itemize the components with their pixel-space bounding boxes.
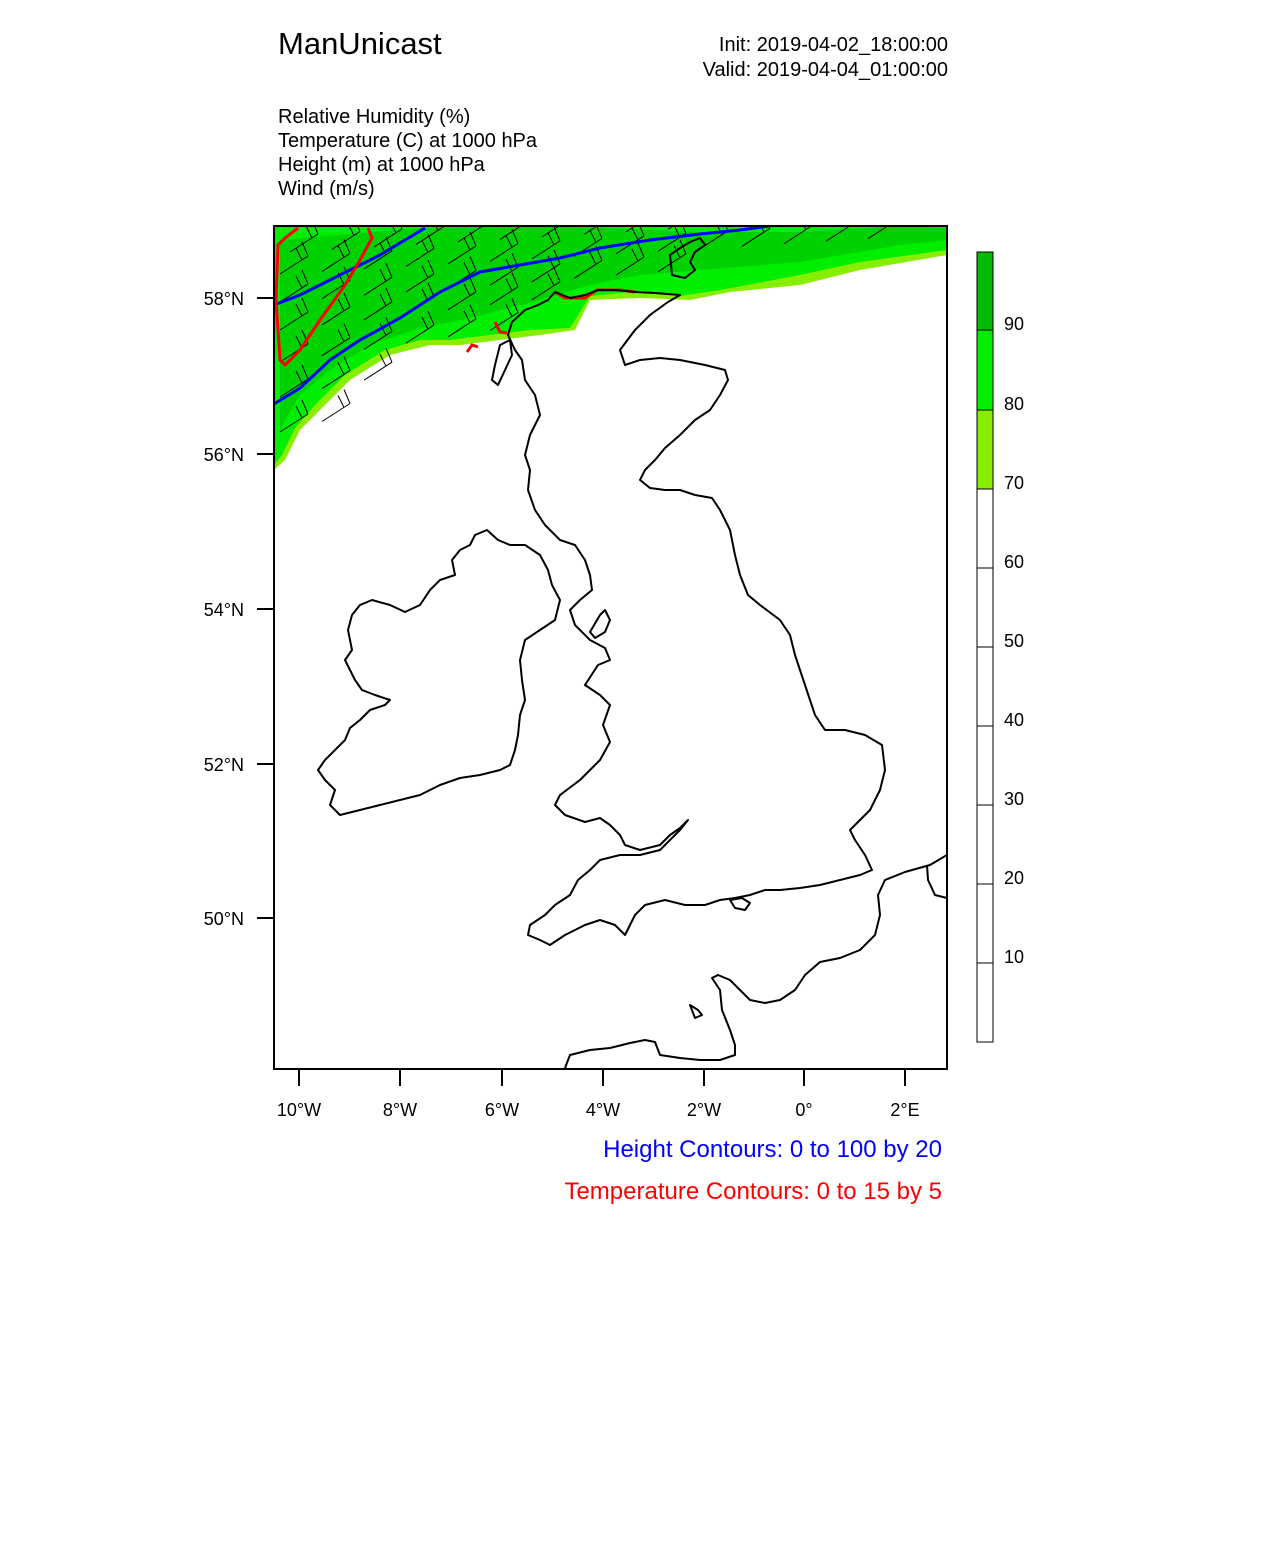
temperature-contours-legend: Temperature Contours: 0 to 15 by 5 bbox=[564, 1178, 942, 1205]
lat-axis bbox=[257, 298, 274, 918]
height-contours-legend: Height Contours: 0 to 100 by 20 bbox=[603, 1136, 942, 1163]
coastline-france-east bbox=[927, 865, 947, 898]
colorbar-segment-70-80 bbox=[977, 410, 993, 489]
wind-barb bbox=[920, 182, 948, 214]
wind-barb bbox=[668, 197, 696, 229]
lat-label-54: 54°N bbox=[203, 600, 244, 620]
chart-title: ManUnicast bbox=[278, 26, 442, 61]
field-label-wind: Wind (m/s) bbox=[278, 178, 375, 200]
wind-barb bbox=[752, 192, 780, 224]
coastline-isle-of-wight bbox=[730, 898, 750, 910]
coastlines bbox=[318, 238, 947, 1068]
lat-label-56: 56°N bbox=[203, 445, 244, 465]
colorbar-label-40: 40 bbox=[1004, 710, 1025, 730]
lat-label-52: 52°N bbox=[203, 755, 244, 775]
lon-label-2e: 2°E bbox=[890, 1100, 920, 1120]
colorbar-label-30: 30 bbox=[1004, 789, 1025, 809]
lon-label-6w: 6°W bbox=[484, 1100, 520, 1120]
coastline-isle-of-man bbox=[590, 610, 610, 638]
wind-barb bbox=[710, 195, 738, 227]
valid-time: Valid: 2019-04-04_01:00:00 bbox=[702, 59, 948, 81]
map-plot-area bbox=[274, 182, 948, 1068]
lon-label-2w: 2°W bbox=[686, 1100, 722, 1120]
colorbar-label-50: 50 bbox=[1004, 631, 1025, 651]
colorbar-segment-90plus bbox=[977, 252, 993, 330]
wind-barb bbox=[836, 187, 864, 219]
colorbar bbox=[977, 252, 1024, 1042]
lon-label-4w: 4°W bbox=[585, 1100, 621, 1120]
lon-label-8w: 8°W bbox=[382, 1100, 418, 1120]
field-label-temperature: Temperature (C) at 1000 hPa bbox=[278, 130, 538, 152]
wind-barb bbox=[794, 190, 822, 222]
colorbar-label-60: 60 bbox=[1004, 552, 1025, 572]
colorbar-label-90: 90 bbox=[1004, 314, 1025, 334]
lat-label-58: 58°N bbox=[203, 289, 244, 309]
coastline-ireland bbox=[318, 530, 560, 815]
coastline-france bbox=[565, 855, 947, 1068]
init-time: Init: 2019-04-02_18:00:00 bbox=[718, 34, 948, 56]
colorbar-label-10: 10 bbox=[1004, 947, 1025, 967]
coastline-great-britain bbox=[508, 290, 885, 945]
colorbar-label-20: 20 bbox=[1004, 868, 1025, 888]
coastline-hebrides bbox=[492, 340, 512, 385]
temperature-contour-island-b bbox=[467, 345, 478, 352]
lon-label-10w: 10°W bbox=[276, 1100, 322, 1120]
lon-label-0: 0° bbox=[795, 1100, 813, 1120]
field-label-height: Height (m) at 1000 hPa bbox=[278, 154, 485, 176]
lon-axis bbox=[299, 1069, 905, 1086]
colorbar-segment-below-70 bbox=[977, 489, 993, 1042]
wind-barb bbox=[878, 185, 906, 217]
coastline-channel-island bbox=[690, 1005, 702, 1018]
field-label-rh: Relative Humidity (%) bbox=[278, 106, 471, 128]
colorbar-label-70: 70 bbox=[1004, 473, 1025, 493]
colorbar-segment-80-90 bbox=[977, 330, 993, 410]
lat-label-50: 50°N bbox=[203, 909, 244, 929]
colorbar-label-80: 80 bbox=[1004, 394, 1025, 414]
